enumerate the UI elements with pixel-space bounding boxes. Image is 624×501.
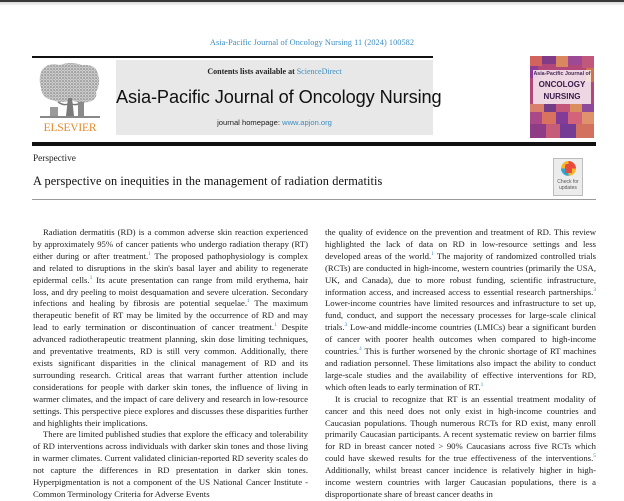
- cover-nursing: NURSING: [543, 92, 581, 101]
- citation-link[interactable]: 3: [344, 322, 348, 329]
- cover-oncology: ONCOLOGY: [538, 80, 586, 89]
- sciencedirect-link[interactable]: ScienceDirect: [296, 67, 342, 76]
- citation-link[interactable]: 1: [247, 298, 250, 305]
- header-rule: [32, 56, 433, 58]
- citation-link[interactable]: 1: [480, 381, 484, 388]
- body-paragraph: [325, 227, 596, 394]
- journal-homepage: [116, 118, 433, 128]
- body-text: Low-and middle-income countries (LMICs) bear a significant burden of cancer with poorer health outcomes when compared to high-income countries.: [325, 322, 596, 357]
- window-top-shadow: [0, 2, 624, 6]
- crossmark-label: Check for updates: [557, 179, 579, 191]
- body-column-left: [33, 227, 308, 501]
- citation-link[interactable]: 1: [148, 250, 151, 257]
- body-text: Its acute presentation can range from mild erythema, hair loss, and dry peeling to moist desquamation and severe ulceration. Secondary infections and healing by fibrosis are potential sequelae.: [33, 274, 308, 309]
- body-column-right: [325, 227, 596, 501]
- homepage-prefix: journal homepage:: [217, 118, 283, 127]
- crossmark-bookmark-icon: [565, 164, 572, 173]
- body-text: The majority of randomized controlled trials (RCTs) are conducted in high-income, western countries (primarily the USA, UK, and Canada), due to more robust funding, scientific infrastructure, information access, and increased access to essential research partnerships.: [325, 250, 596, 297]
- body-text: the quality of evidence on the prevention and treatment of RD. This review highlighted the lack of data on RD in low-resource settings and less developed areas of the world.: [325, 227, 596, 261]
- citation-link[interactable]: 3: [593, 286, 596, 293]
- body-text: There are limited published studies that explore the efficacy and tolerability of RD interventions across individuals with darker skin tones and those living in warmer climates. Current validated clinician-reported RD severity scales do not capture the differences in RD presentation in darker skin tones. Hyperpigmentation is not a component of the US National Cancer Institute - Common Terminology Criteria for Adverse Events: [33, 429, 308, 499]
- contents-prefix: Contents lists available at: [207, 67, 297, 76]
- elsevier-tree-icon: [38, 62, 102, 120]
- title-rule-thin: [32, 199, 596, 200]
- body-text: Radiation dermatitis (RD) is a common adverse skin reaction experienced by approximately 95% of cancer patients who undergo radiation therapy (RT) either during or after treatment.: [33, 227, 308, 261]
- body-text: Lower-income countries have limited resources and infrastructure to set up, fund, conduct, and support the necessary processes for large-scale clinical trials.: [325, 298, 596, 333]
- body-text: The proposed pathophysiology is complex and related to disruptions in the skin's basal layer and ability to regenerate epidermal cells.: [33, 250, 308, 285]
- homepage-link[interactable]: www.apjon.org: [282, 118, 332, 127]
- body-text: Despite advanced radiotherapeutic treatment planning, skin dose limiting techniques, and preventative treatments, RD is still very common. Additionally, there exists significant disparities in the clinical management of RD and its surrounding research. Critical areas that warrant further attention include considerations for people with darker skin tones, the influence of living in warmer climates, and the impact of care delivery and research in low-resource settings. This perspective piece explores and discusses these disparities further and highlights their implications.: [33, 322, 308, 428]
- cover-title-line1: Asia-Pacific Journal of: [533, 71, 591, 77]
- body-text: This is further worsened by the chronic shortage of RT machines and radiation personnel. These limitations also impact the ability to conduct large-scale studies and the availability of effective interventions for RD, which often leads to early termination of RT.: [325, 346, 596, 392]
- citation-link[interactable]: 4: [359, 346, 362, 353]
- body-paragraph: [33, 429, 308, 500]
- citation-link[interactable]: 1: [431, 250, 434, 257]
- journal-masthead: [116, 60, 442, 135]
- citation-link[interactable]: 1: [274, 322, 277, 329]
- body-paragraph: [33, 227, 308, 429]
- body-text: The maximum therapeutic benefit of RT may be limited by the occurrence of RD and may lead to early termination or discontinuation of cancer treatment.: [33, 298, 308, 333]
- citation-link[interactable]: 1: [89, 274, 93, 281]
- article-title: A perspective on inequities in the management of radiation dermatitis: [33, 174, 383, 188]
- journal-cover[interactable]: [530, 56, 594, 138]
- body-text: It is crucial to recognize that RT is an essential treatment modality of cancer and this need does not only exist in high-income countries and Caucasian populations. Though numerous RCTs for RD exist, many enroll primarily Caucasian participants. A recent systematic review on barrier films for RD in breast cancer noted > 90% Caucasians across five RCTs which could have skewed results for the true effectiveness of the interventions.: [325, 393, 596, 464]
- article-type: Perspective: [33, 154, 76, 164]
- elsevier-wordmark[interactable]: ELSEVIER: [43, 122, 97, 134]
- journal-title: Asia-Pacific Journal of Oncology Nursing: [116, 87, 442, 107]
- title-rule-thick: [32, 142, 596, 146]
- body-paragraph: [325, 394, 596, 501]
- contents-availability: [116, 67, 433, 77]
- crossmark-button[interactable]: [553, 158, 583, 196]
- body-text: Additionally, whilst breast cancer incidence is relatively higher in high-income western countries with larger Caucasian populations, there is a disproportionate share of breast cancer deaths in: [325, 465, 596, 499]
- citation-link[interactable]: 5: [593, 453, 596, 460]
- running-head[interactable]: Asia-Pacific Journal of Oncology Nursing 11 (2024) 100582: [209, 38, 415, 47]
